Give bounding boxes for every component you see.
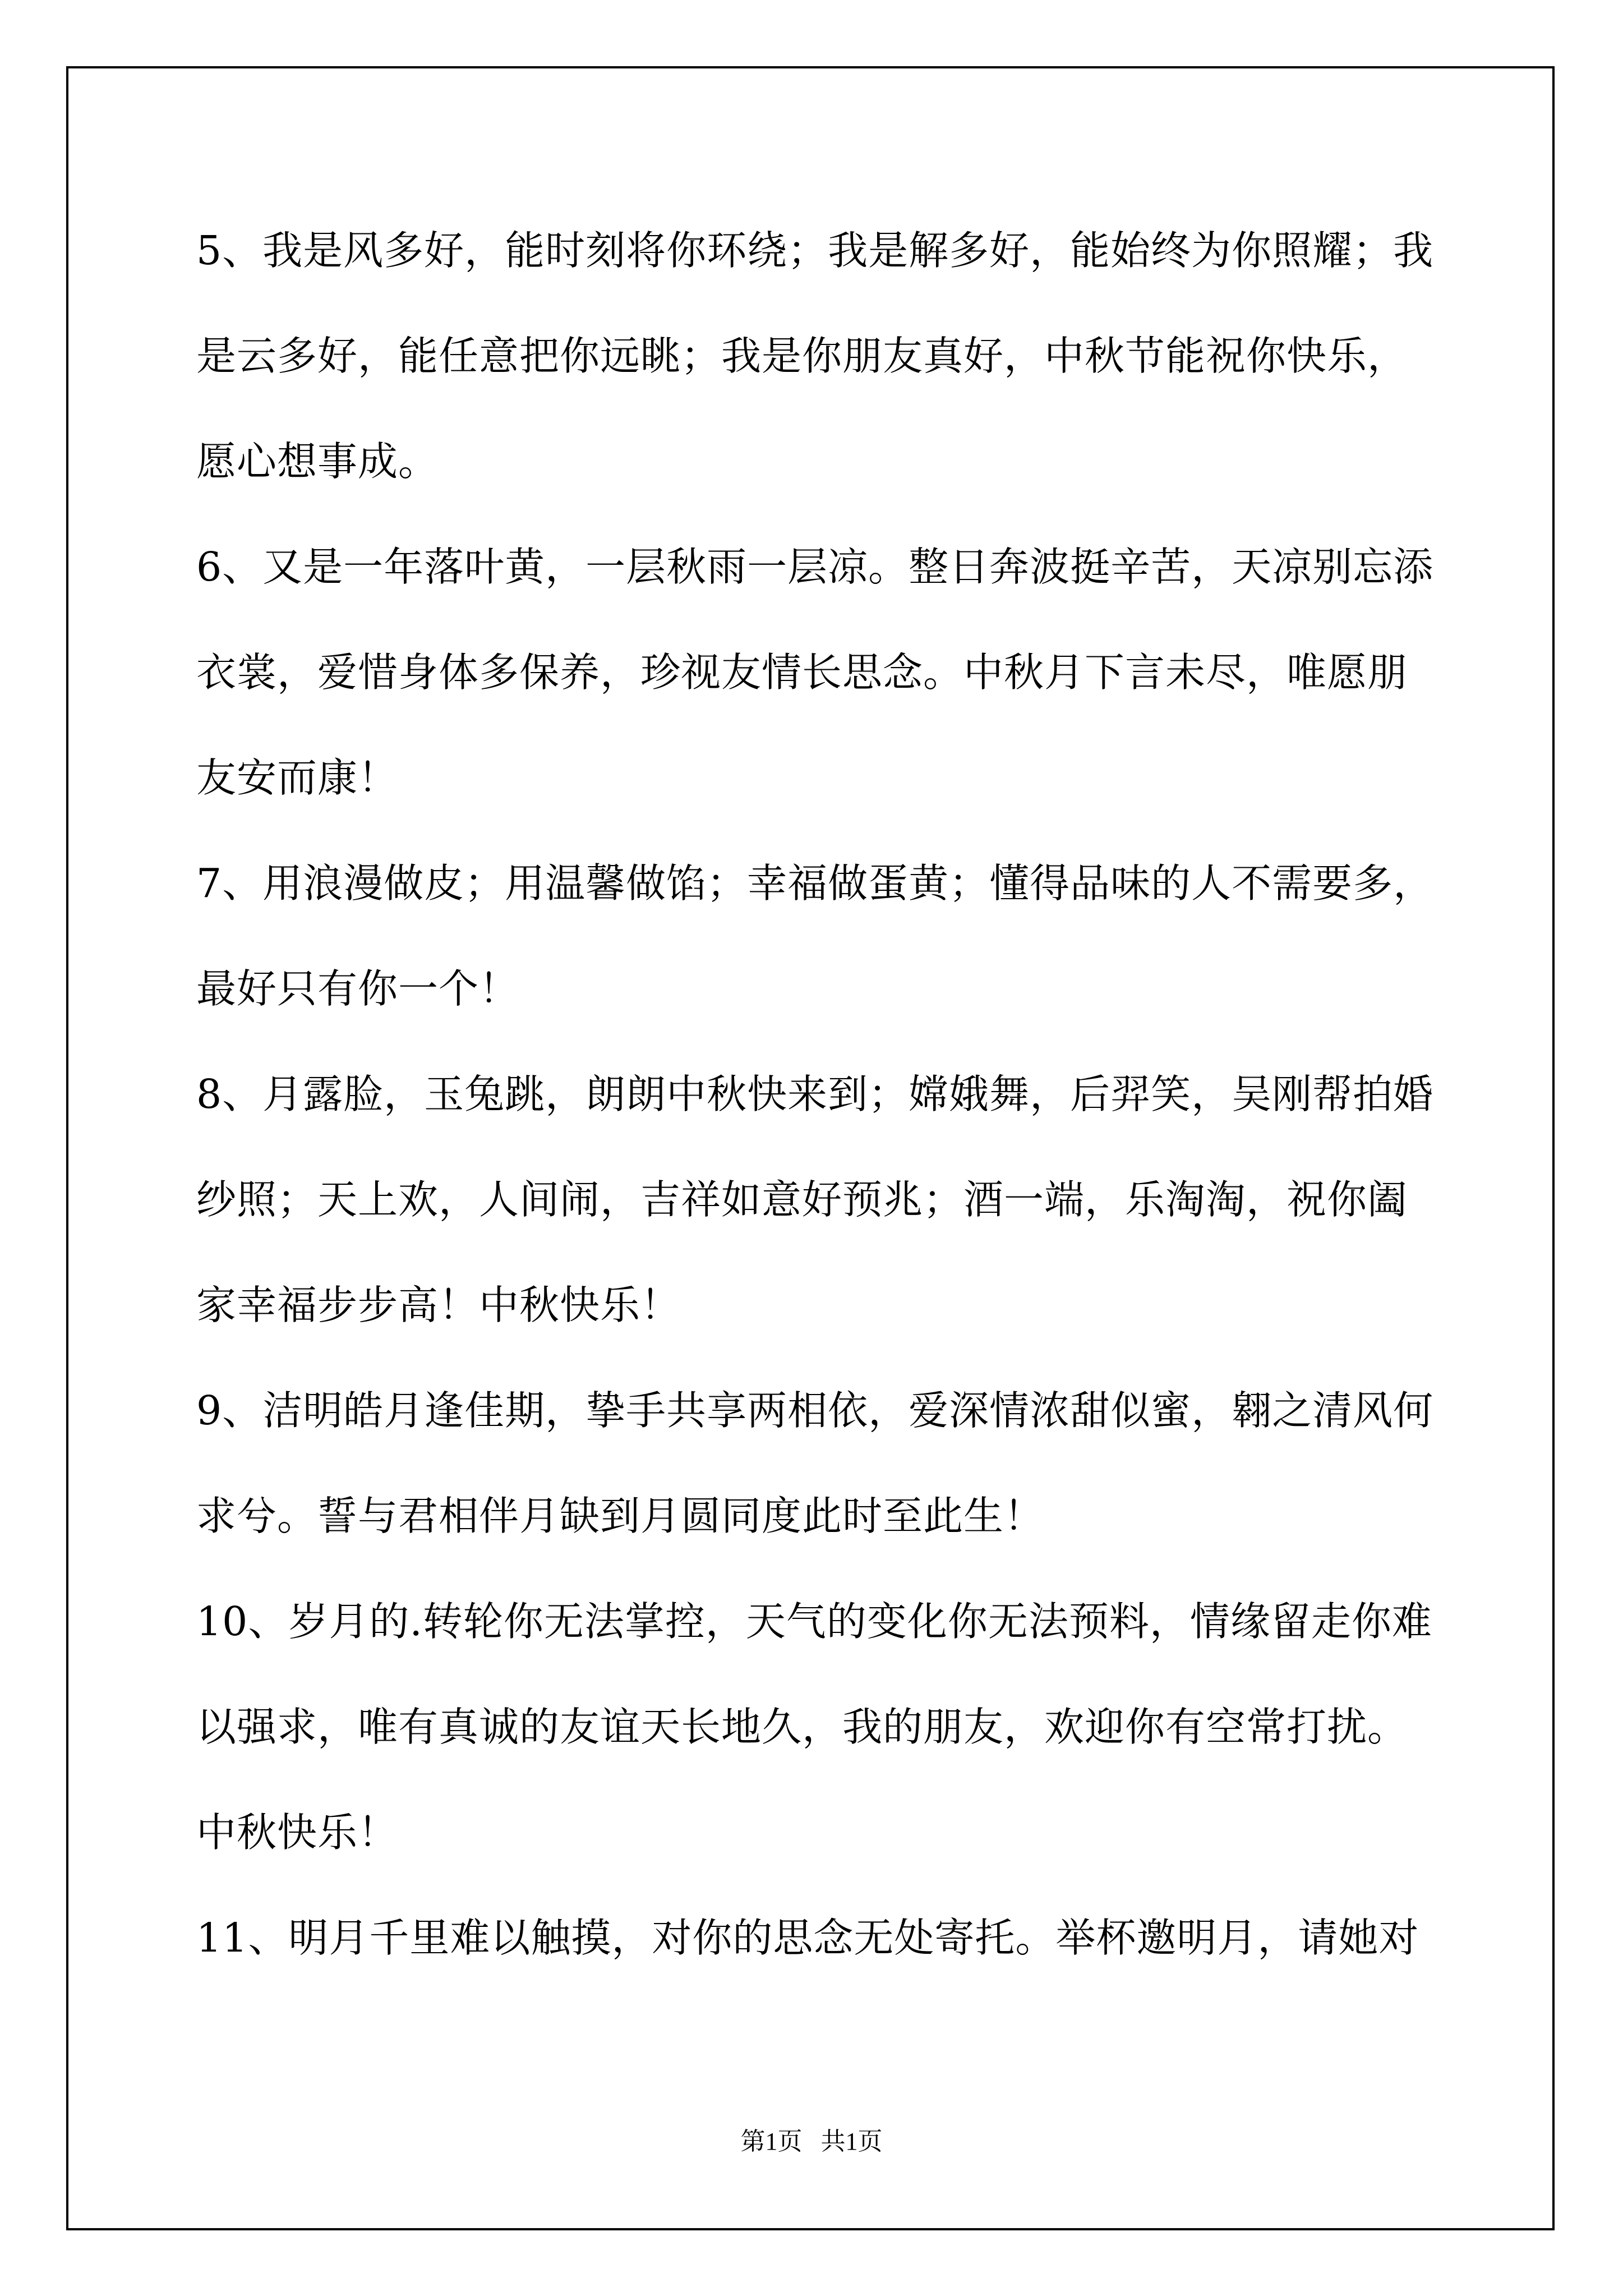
text-line: 9、洁明皓月逢佳期，挚手共享两相依，爱深情浓甜似蜜，翱之清风何 [196,1387,1434,1434]
paragraph-8 [196,1042,1434,1358]
text-line: 以强求，唯有真诚的友谊天长地久，我的朋友，欢迎你有空常打扰。 [196,1704,1408,1750]
text-line: 求兮。誓与君相伴月缺到月圆同度此时至此生！ [196,1493,1045,1539]
text-line: 中秋快乐！ [196,1809,399,1856]
text-line: 纱照；天上欢，人间闹，吉祥如意好预兆；酒一端，乐淘淘，祝你阖 [196,1176,1408,1223]
text-line: 愿心想事成。 [196,438,439,485]
document-body [196,198,1434,1991]
text-line: 11、明月千里难以触摸，对你的思念无处寄托。举杯邀明月，请她对 [196,1915,1419,1961]
text-line: 6、又是一年落叶黄，一层秋雨一层凉。整日奔波挺辛苦，天凉别忘添 [196,544,1434,590]
text-line: 10、岁月的.转轮你无法掌控，天气的变化你无法预料，情缘留走你难 [196,1598,1432,1645]
paragraph-9 [196,1358,1434,1569]
text-line: 7、用浪漫做皮；用温馨做馅；幸福做蛋黄；懂得品味的人不需要多， [196,860,1434,907]
text-line: 家幸福步步高！中秋快乐！ [196,1282,681,1328]
text-line: 8、月露脸，玉兔跳，朗朗中秋快来到；嫦娥舞，后羿笑，吴刚帮拍婚 [196,1071,1434,1117]
paragraph-5 [196,198,1434,514]
text-line: 友安而康！ [196,754,399,801]
text-line: 衣裳，爱惜身体多保养，珍视友情长思念。中秋月下言未尽，唯愿朋 [196,649,1408,696]
text-line: 是云多好，能任意把你远眺；我是你朋友真好，中秋节能祝你快乐， [196,333,1408,379]
text-line: 5、我是风多好，能时刻将你环绕；我是解多好，能始终为你照耀；我 [196,227,1434,274]
paragraph-10 [196,1569,1432,1885]
paragraph-6 [196,514,1434,831]
paragraph-7 [196,831,1434,1042]
paragraph-11 [196,1885,1428,1991]
text-line: 最好只有你一个！ [196,965,520,1012]
page-footer: 第1页 共1页 [740,2128,883,2155]
